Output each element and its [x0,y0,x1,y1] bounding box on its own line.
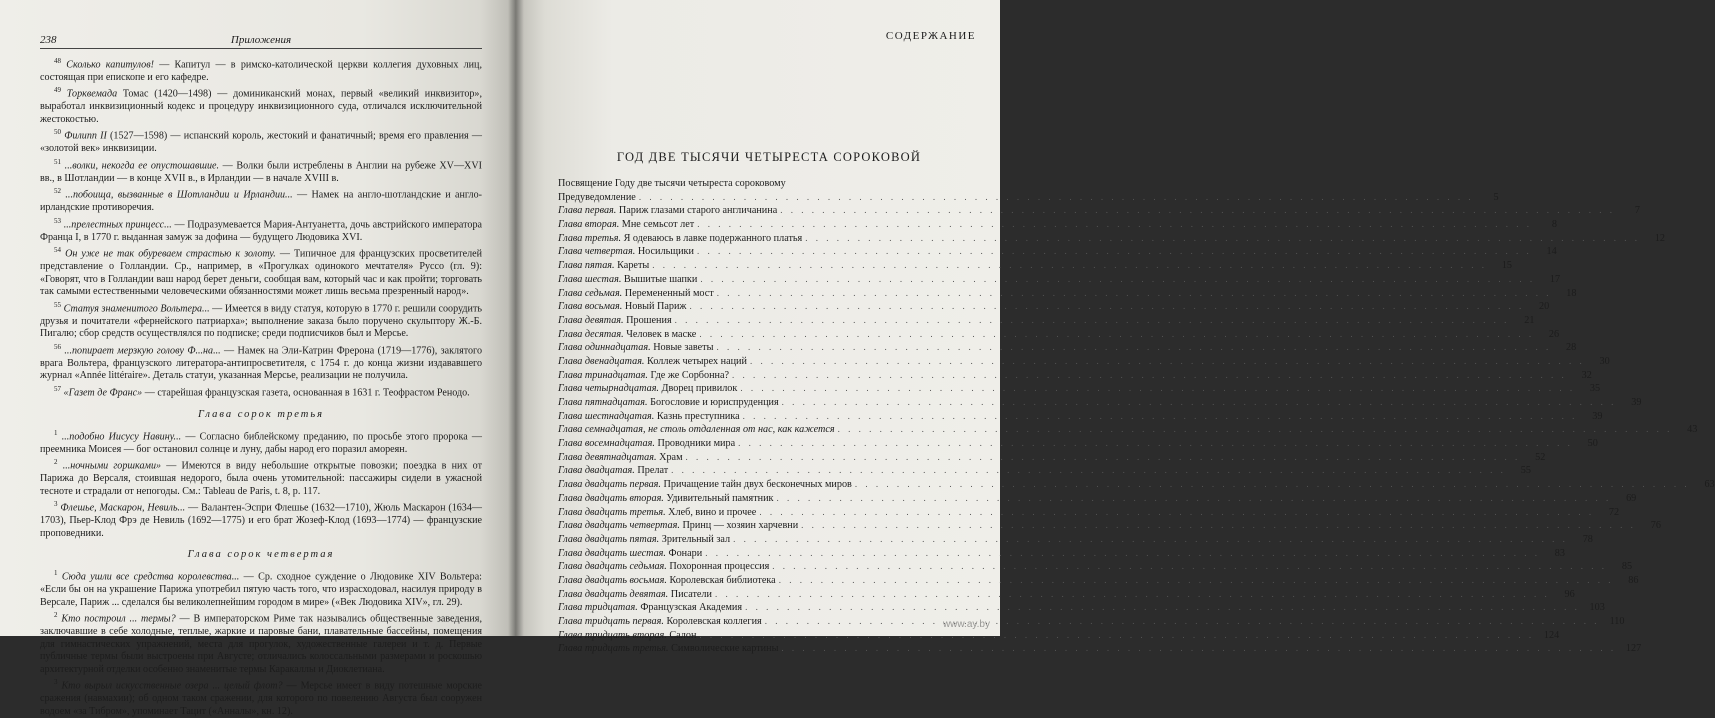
toc-chapter-title: Символические картины [668,643,779,655]
note-text: — старейшая французская газета, основанная в 1631 г. Теофрастом Ренодо. [142,387,470,399]
toc-entry [558,287,1577,301]
page-number: 238 [40,34,57,46]
toc-entry-label [558,437,735,451]
toc-entry [558,369,1592,383]
toc-entry [558,574,1639,588]
toc-entry-label [558,423,835,437]
toc-chapter-number: Глава седьмая. [558,287,623,299]
note-head: Торквемада [66,88,118,100]
toc-leader-dots [732,369,1567,383]
toc-chapter-number: Глава восьмая. [558,301,623,313]
toc-page-number: 39 [1592,410,1603,422]
toc-chapter-title: Фонари [665,547,703,559]
toc-leader-dots [689,300,1524,314]
toc-chapter-title: Я одеваюсь в лавке подержанного платья [621,232,803,244]
toc-chapter-title: Прелат [634,465,669,477]
note-number: 52 [54,187,61,196]
note-text: — Согласно библейскому преданию, по просьбе этого пророка — преемника Моисея — бог остановил солнце и луну, дабы народ его поразил амореян. [40,431,482,455]
toc-page-number: 35 [1589,383,1601,395]
toc-leader-dots [750,355,1585,369]
note [40,126,482,155]
note-number: 50 [54,128,61,137]
note-text: — Капитул — в римско-католической церкви коллегия духовных лиц, состоящая при епископе и его кафедре. [40,59,482,83]
note-head: Статуя знаменитого Вольтера... [63,303,210,315]
toc-entry-label [558,588,712,602]
toc-chapter-number: Глава тридцать третья. [558,643,669,655]
note [40,185,482,214]
toc-leader-dots [715,588,1550,602]
note-head: ...подобно Иисусу Навину... [61,431,182,443]
toc-chapter-title: Мне семьсот лет [619,219,695,231]
toc-chapter-number: Глава двадцать седьмая. [558,561,667,573]
toc-entry [558,396,1642,410]
toc-entry-label [558,355,747,369]
note-head: ...прелестных принцесс... [63,219,172,231]
note-head: Филипп II [64,130,107,142]
toc-chapter-title: Где же Сорбонна? [647,369,730,381]
toc-leader-dots [716,341,1551,355]
toc-entry-label [558,642,778,656]
note-text: (1527—1598) — испанский король, жестокий и фанатичный; время его правления — «золотой век» инквизиции. [40,130,482,155]
toc-chapter-title: Дворец привилок [658,383,738,395]
toc-entry [558,464,1531,478]
toc-chapter-number: Глава двадцать первая. [558,479,661,491]
toc-chapter-number: Глава пятая. [558,260,615,272]
toc-leader-dots [697,245,1532,259]
note-head: Кто вырыл искусственные озера ... целый флот? [61,680,283,692]
toc-entry [558,423,1698,437]
toc-leader-dots [697,218,1532,232]
toc-entry [558,519,1661,533]
toc-page-number: 8 [1551,219,1557,231]
note-text: — Ср. сходное суждение о Людовике XIV Вольтера: «Если бы он на украшение Парижа употребил пятую часть того, что израсходовал, насилуя природу в Версале, Париж ... сделался бы великолепнейшим городом в мире» («Век Людовика XIV», гл. 29). [40,571,482,608]
notes-block [40,567,482,718]
note-number: 49 [54,86,61,95]
section-title: ГОД ДВЕ ТЫСЯЧИ ЧЕТЫРЕСТА СОРОКОВОЙ [616,150,922,164]
toc-page-number: 76 [1650,520,1661,532]
toc-entry [558,204,1640,218]
toc-leader-dots [805,232,1640,246]
toc-chapter-title: Человек в маске [623,328,697,340]
toc-chapter-number: Глава четырнадцатая. [558,383,659,395]
toc-leader-dots [777,492,1612,506]
note [40,676,482,718]
note [40,299,482,341]
toc-entry-label [558,615,762,629]
note-head: ...побоища, вызванные в Шотландии и Ирландии... [65,189,293,201]
note-number: 2 [54,611,58,620]
toc-leader-dots [699,328,1534,342]
toc-entry-label [558,177,786,191]
toc-page-number: 96 [1564,588,1575,600]
toc-entry [558,533,1593,547]
toc-chapter-number: Глава шестнадцатая. [558,410,655,422]
toc-chapter-title: Похоронная процессия [666,561,770,573]
toc-leader-dots [733,533,1568,547]
toc-entry [558,382,1601,396]
toc-page-number: 85 [1621,561,1633,573]
toc-page-number: 86 [1628,574,1639,586]
toc-leader-dots [700,273,1535,287]
toc-entry-label [558,259,649,273]
toc-chapter-number: Глава двенадцатая. [558,355,645,367]
notes-block [40,427,482,540]
toc-entry-label [558,547,702,561]
toc-page-number: 55 [1520,465,1531,477]
toc-chapter-number: Глава шестая. [558,273,622,285]
toc-chapter-title: Кареты [614,260,650,272]
chapter-heading: Глава сорок четвертая [187,549,335,561]
toc-chapter-title: Причащение тайн двух бесконечных миров [660,479,852,491]
note [40,244,482,299]
toc-page-number: 50 [1587,438,1598,450]
note-head: Он уже не так обуреваем страстью к золоту. [65,248,276,260]
toc-chapter-number: Глава пятнадцатая. [558,397,648,408]
note-number: 53 [54,216,61,225]
toc-entry [558,355,1610,369]
toc-page-number: 52 [1535,451,1546,463]
toc-leader-dots [686,451,1521,465]
toc-chapter-title: Богословие и юриспруденция [647,397,779,408]
toc-page-number: 32 [1581,369,1592,381]
toc-entry-label [558,601,742,615]
toc-chapter-number: Глава двадцать пятая. [558,533,660,545]
toc-leader-dots [765,615,1600,629]
toc-page-number: 78 [1582,533,1593,545]
note-number: 1 [54,569,58,578]
note [40,427,482,456]
note-text: — Намек на Эли-Катрин Фрерона (1719—1776), заклятого врага Вольтера, французского литератора-антипросветителя, с 1754 г. до конца жизни издававшего журнал «Année littéraire». Деталь статуи, указанная Мерсье, реализации не получила. [40,345,482,382]
toc-chapter-number: Глава тридцать вторая. [558,629,667,641]
toc-chapter-number: Глава девятая. [558,314,624,326]
toc-entry [558,191,1499,205]
note-text: Томас (1420—1498) — доминиканский монах, первый «великий инквизитор», выработал инквизиционный кодекс и процедуру инквизиционного суда, отличался исключительной жестокостью. [40,88,483,125]
running-head [40,34,482,49]
toc-entry [558,177,980,191]
toc-leader-dots [717,287,1552,301]
toc-leader-dots [652,259,1487,273]
toc-entry [558,629,1560,643]
notes-block [40,55,482,400]
toc-page-number: 20 [1539,301,1550,313]
note-text: — Подразумевается Мария-Антуанетта, дочь австрийского императора Франца I, в 1770 г. выданная замуж за дофина — будущего Людовика XVI. [40,219,482,243]
toc-chapter-title: Посвящение Году две тысячи четыреста сороковому [558,178,786,189]
toc-chapter-number: Глава двадцать девятая. [558,588,669,600]
note-text: — Мерсье имеет в виду потешные морские сражения (навмахии); об одном таком сражении, для которого по повелению Августа был сооружен водоем «за Тибром», упоминает Тацит («Анналы», кн. 12). [40,680,482,717]
toc-entry-label [558,341,713,355]
watermark: www.ay.by [942,619,990,630]
toc-chapter-title: Казнь преступника [654,410,740,422]
toc-chapter-title: Королевская коллегия [663,616,762,627]
toc-entry-label [558,300,686,314]
note-number: 57 [54,384,61,393]
toc-entry [558,451,1546,465]
toc-chapter-title: Удивительный памятник [663,492,774,504]
note-number: 51 [54,157,61,166]
toc-chapter-number: Глава двадцать вторая. [558,492,664,504]
toc-page-number: 18 [1566,287,1577,299]
note [40,609,482,676]
toc-entry [558,547,1565,561]
toc-entry [558,218,1557,232]
note-text: — Волки были истреблены в Англии на рубеже XV—XVI вв., в Шотландии — в конце XVII в., в Ирландии — в начале XVIII в. [40,160,482,184]
toc-entry [558,601,1605,615]
toc-chapter-title: Французская Академия [637,602,743,614]
toc-chapter-title: Коллеж четырех наций [644,355,747,367]
note [40,383,482,400]
note-head: Сколько капитулов! [66,59,154,71]
toc-chapter-number: Глава двадцатая. [558,465,635,477]
toc-page-number: 12 [1654,232,1665,244]
toc-page-number: 21 [1524,314,1535,326]
toc-entry-label [558,396,779,410]
toc-entry-label [558,629,696,643]
right-page [516,0,1715,655]
toc-page-number: 124 [1543,629,1560,641]
toc-chapter-number: Глава четвертая. [558,246,636,258]
toc-entry-label [558,328,696,342]
toc-chapter-number: Глава тридцать первая. [558,616,664,627]
note-number: 48 [54,57,61,65]
left-page [0,0,516,717]
toc-leader-dots [639,191,1474,205]
note-text: — Имеется в виду статуя, которую в 1770 г. решили соорудить друзья и почитатели «фернейского патриарха»; выполнение заказа было поручено скульптору Ж.-Б. Пигалю; сбор средств осуществлялся по подписке; среди подписчиков был и Мерсье. [40,303,482,340]
toc-chapter-title: Вышитые шапки [621,273,698,285]
note-number: 3 [54,678,58,687]
toc-chapter-title: Проводники мира [654,438,736,450]
toc-page-number: 30 [1599,355,1610,367]
toc-chapter-title: Новый Париж [622,301,687,313]
toc-entry [558,642,1642,656]
note [40,84,482,126]
note-text: — Имеются в виду небольшие открытые повозки; поездка в них от Парижа до Версаля, стоившая недорого, была очень утомительной: пассажиры сидели в ужасной тесноте и страдали от непогоды. См.: Tableau de Paris, t. 8, p. 117. [40,460,482,497]
toc-entry [558,410,1603,424]
note [40,567,482,609]
toc-chapter-title: Храм [656,451,683,463]
book-gutter [508,0,524,636]
toc-leader-dots [738,437,1573,451]
note-head: ...попирает мерзкую голову Ф...на... [64,345,221,357]
toc-chapter-number: Глава первая. [558,205,617,217]
toc-leader-dots [801,519,1636,533]
toc-chapter-title: Париж глазами старого англичанина [616,205,778,217]
toc-entry-label [558,478,852,492]
toc-chapter-number: Глава тринадцатая. [558,369,648,381]
toc-entry-label [558,382,737,396]
toc-page-number: 7 [1634,205,1640,217]
toc-entry [558,328,1560,342]
running-title: Приложения [230,34,292,46]
toc-chapter-title: Предуведомление [558,191,636,203]
toc-entry-label [558,533,730,547]
toc-chapter-title: Новые заветы [650,342,714,354]
toc-entry [558,232,1665,246]
toc-leader-dots [671,464,1506,478]
toc-entry-label [558,245,694,259]
toc-chapter-number: Глава девятнадцатая. [558,451,657,463]
toc-entry-label [558,410,740,424]
toc-page-number: 39 [1631,397,1642,408]
toc-chapter-number: Глава вторая. [558,219,620,231]
toc-entry-label [558,560,769,574]
toc-page-number: 72 [1608,506,1620,518]
toc-entry [558,560,1633,574]
toc-page-number: 17 [1549,273,1561,285]
note-text: — Намек на англо-шотландские и англо-ирландские противоречия. [40,189,483,214]
toc-page-number: 63 [1704,479,1715,491]
toc-chapter-title: Писатели [668,588,712,600]
note-head: Флешье, Маскарон, Невиль... [60,502,186,514]
note [40,156,482,185]
note-head: ...ночными горшками» [62,460,162,472]
toc-leader-dots [855,478,1690,492]
note [40,55,482,84]
toc-page-number: 15 [1501,260,1512,272]
toc-chapter-number: Глава одиннадцатая. [558,342,651,354]
toc-entry [558,259,1512,273]
chapter-heading: Глава сорок третья [197,408,324,420]
toc-chapter-number: Глава восемнадцатая. [558,438,655,450]
toc-chapter-title: Зрительный зал [659,533,731,545]
toc-page-number: 103 [1589,602,1605,614]
toc-entry [558,273,1561,287]
note-number: 3 [54,500,58,509]
toc-chapter-number: Глава двадцать третья. [558,506,666,518]
toc-leader-dots [772,560,1607,574]
toc-entry-label [558,232,802,246]
toc-chapter-title: Хлеб, вино и прочее [665,506,757,518]
toc-entry-label [558,218,694,232]
toc-entry-label [558,273,697,287]
toc-page-number: 69 [1626,492,1637,504]
toc-leader-dots [780,204,1615,218]
note-number: 1 [54,428,58,437]
note [40,498,482,540]
toc-page-number: 5 [1493,191,1499,203]
toc-header: СОДЕРЖАНИЕ [885,30,976,42]
toc-entry [558,615,1625,629]
toc-chapter-title: Прошения [623,314,672,326]
toc-page-number: 83 [1554,547,1565,559]
toc-page-number: 127 [1625,643,1642,655]
toc-chapter-number: Глава двадцать шестая. [558,547,666,559]
toc-page-number: 28 [1566,342,1577,354]
toc-chapter-number: Глава тридцатая. [558,602,638,614]
toc-leader-dots [675,314,1510,328]
toc-entry-label [558,287,714,301]
toc-page-number: 14 [1546,246,1557,258]
note-number: 2 [54,458,58,467]
toc-chapter-title: Королевская библиотека [666,574,776,586]
toc-chapter-number: Глава третья. [558,232,622,244]
toc-leader-dots [759,506,1594,520]
toc-entry-label [558,204,777,218]
note [40,341,482,383]
toc-leader-dots [740,382,1575,396]
toc-entry [558,478,1715,492]
note-number: 55 [54,300,61,309]
note-head: «Газет де Франс» [63,387,143,399]
toc-leader-dots [705,547,1540,561]
toc-list [558,177,1715,656]
toc-leader-dots [782,396,1617,410]
toc-entry [558,314,1535,328]
toc-leader-dots [699,629,1534,643]
toc-entry [558,245,1557,259]
note [40,215,482,244]
toc-entry-label [558,314,672,328]
note-head: Сюда ушли все средства королевства... [61,571,240,583]
toc-entry-label [558,451,683,465]
toc-entry [558,506,1620,520]
toc-chapter-number: Глава десятая. [558,328,624,340]
toc-entry-label [558,492,774,506]
toc-leader-dots [743,410,1578,424]
note-text: — В императорском Риме так назывались общественные заведения, заключавшие в себе холодные, теплые, жаркие и паровые бани, плавательные бассейны, помещения для гимнастических упражнений, места для прогулок, художественные галереи и т. д. Первые публичные термы были выстроены при Августе; отличались колоссальными размерами и роскошью архитектурной отделки особенно знаменитые термы Каракаллы и Диоклетиана. [40,613,482,675]
toc-chapter-title: Перемененный мост [622,287,714,299]
toc-page-number: 43 [1687,424,1698,436]
note-number: 54 [54,246,61,255]
toc-entry-label [558,506,756,520]
toc-entry [558,300,1550,314]
toc-entry-label [558,191,636,205]
toc-chapter-title: Принц — хозяин харчевни [679,520,799,532]
toc-entry-label [558,519,798,533]
note [40,456,482,498]
toc-entry [558,437,1598,451]
note-head: Кто построил ... термы? [61,613,176,625]
toc-entry-label [558,464,668,478]
toc-leader-dots [745,601,1580,615]
toc-chapter-number: Глава семнадцатая, не столь отдаленная от нас, как кажется [558,424,835,436]
toc-chapter-number: Глава двадцать четвертая. [558,520,680,532]
toc-entry-label [558,369,729,383]
toc-chapter-title: Носильщики [635,246,694,258]
toc-entry-label [558,574,776,588]
toc-page-number: 26 [1548,328,1560,340]
toc-entry [558,588,1575,602]
toc-leader-dots [838,423,1673,437]
note-text: — Типичное для французских просветителей представление о Голландии. Ср., например, в «Прогулках одинокого мечтателя» Руссо (гл. 9): «Говорят, что в Голландии ваш народ берет деньги, сообщая вам, который час и как пройти; торговать так самыми естественными человеческими обязанностями может лишь весьма презренный народ». [40,248,482,298]
note-number: 56 [54,342,61,351]
toc-chapter-number: Глава двадцать восьмая. [558,574,667,586]
toc-entry [558,492,1637,506]
toc-page-number: 110 [1609,616,1625,627]
toc-entry [558,341,1577,355]
note-head: ...волки, некогда ее опустошавшие. [64,160,219,172]
note-text: — Валантен-Эспри Флешье (1632—1710), Жюль Маскарон (1634—1703), Пьер-Клод Фрэ де Невиль (1692—1775) и его брат Жозеф-Клод (1693—1774) — французские проповедники. [40,502,482,539]
toc-leader-dots [779,574,1614,588]
toc-chapter-title: Салон [666,629,697,641]
toc-leader-dots [781,642,1616,656]
